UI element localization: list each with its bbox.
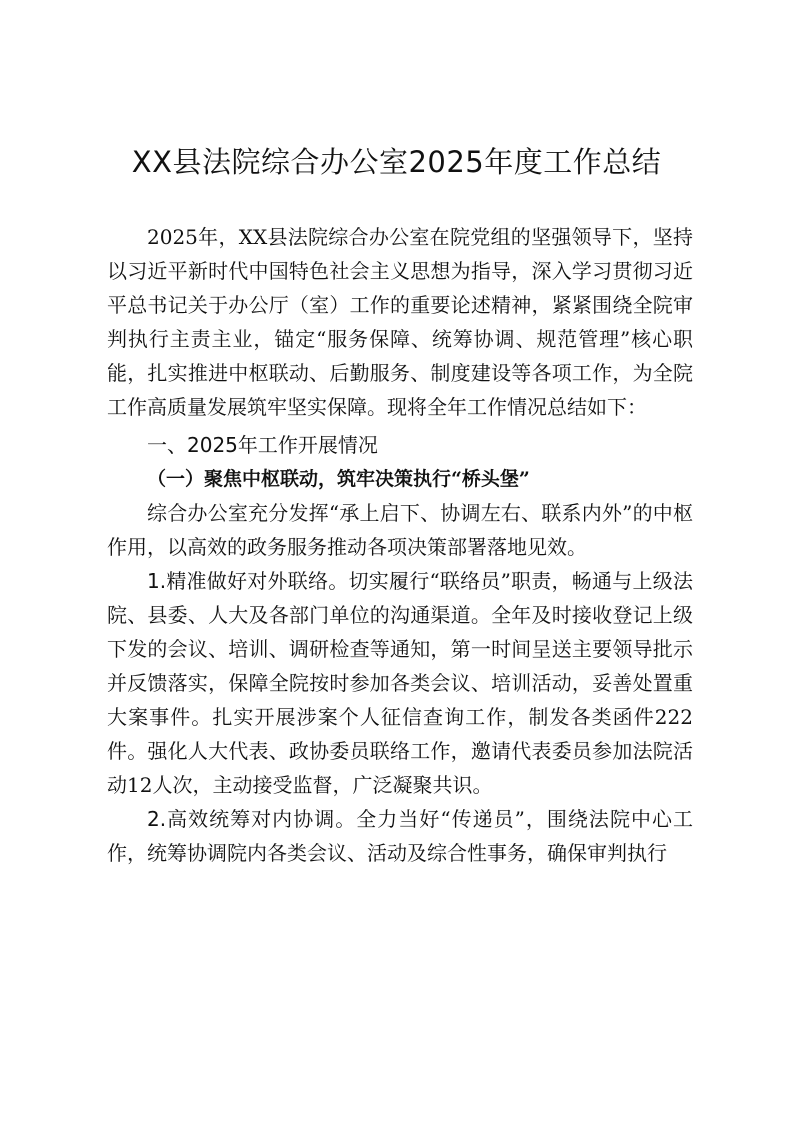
subsection-intro-paragraph: 综合办公室充分发挥“承上启下、协调左右、联系内外”的中枢作用，以高效的政务服务推动各项决策部署落地见效。 bbox=[107, 501, 693, 559]
item-1-paragraph bbox=[107, 564, 693, 802]
item-1-text: 切实履行“联络员”职责，畅通与上级法院、县委、人大及各部门单位的沟通渠道。全年及时接收登记上级下发的会议、培训、调研检查等通知，第一时间呈送主要领导批示并反馈落实，保障全院按时参加各类会议、培训活动，妥善处置重大案事件。扎实开展涉案个人征信查询工作，制发各类函件222件。强化人大代表、政协委员联络工作，邀请代表委员参加法院活动12人次，主动接受监督，广泛凝聚共识。 bbox=[107, 569, 693, 797]
item-2-lead: 2.高效统筹对内协调。 bbox=[147, 807, 357, 831]
intro-paragraph: 2025年，XX县法院综合办公室在院党组的坚强领导下，坚持以习近平新时代中国特色社会主义思想为指导，深入学习贯彻习近平总书记关于办公厅（室）工作的重要论述精神，紧紧围绕全院审判执行主责主业，锚定“服务保障、统筹协调、规范管理”核心职能，扎实推进中枢联动、后勤服务、制度建设等各项工作，为全院工作高质量发展筑牢坚实保障。现将全年工作情况总结如下： bbox=[107, 225, 693, 419]
subsection-heading: （一）聚焦中枢联动，筑牢决策执行“桥头堡” bbox=[147, 468, 530, 490]
item-1-lead: 1.精准做好对外联络。 bbox=[147, 569, 349, 593]
item-2-text: 全力当好“传递员”，围绕法院中心工作，统筹协调院内各类会议、活动及综合性事务，确保审判执行 bbox=[107, 807, 693, 865]
document-body bbox=[107, 220, 693, 870]
item-2-paragraph bbox=[107, 802, 693, 870]
document-title: XX县法院综合办公室2025年度工作总结 bbox=[131, 145, 662, 179]
section-heading: 一、2025年工作开展情况 bbox=[147, 433, 378, 457]
